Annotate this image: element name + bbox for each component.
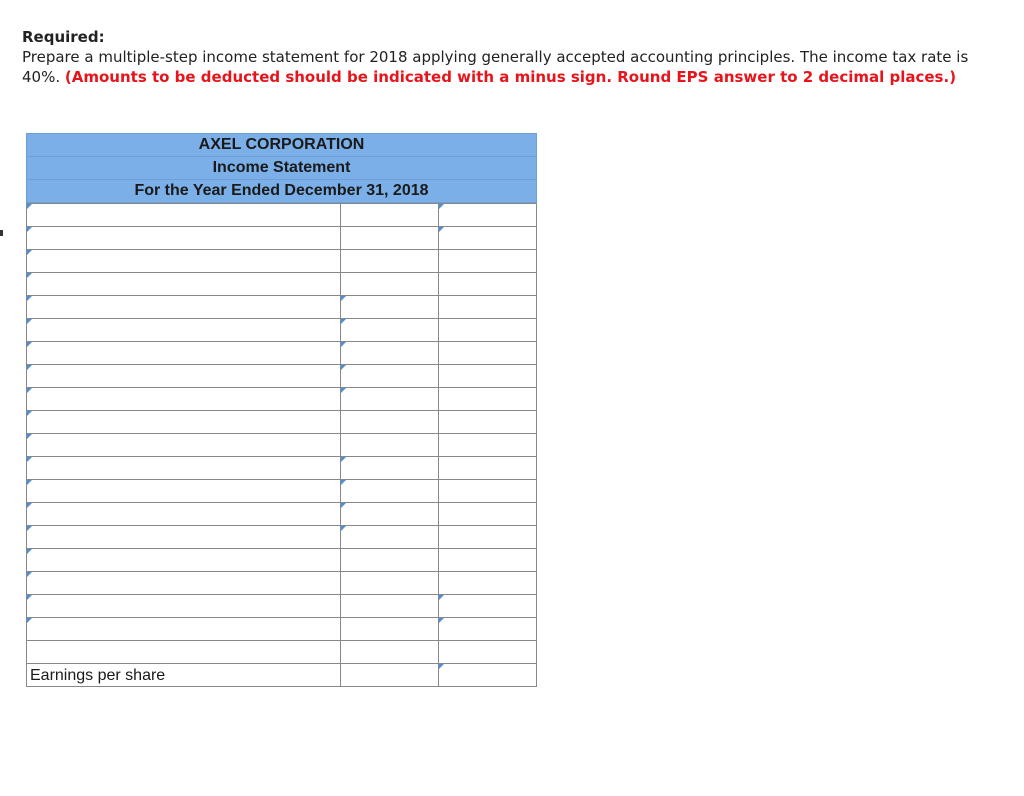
amount-cell [341,595,438,618]
dropdown-indicator-icon [27,572,32,577]
amount-cell [341,204,438,227]
dropdown-indicator-icon [27,388,32,393]
account-select[interactable] [29,206,338,224]
statement-row [27,434,537,457]
label-cell[interactable] [27,388,341,411]
amount-cell [341,411,438,434]
statement-row [27,388,537,411]
statement-row [27,273,537,296]
account-select[interactable] [29,528,338,546]
amount-input[interactable] [441,229,534,247]
label-cell[interactable] [27,526,341,549]
dropdown-indicator-icon [27,342,32,347]
account-select[interactable] [29,275,338,293]
statement-period: For the Year Ended December 31, 2018 [26,179,537,203]
amount-cell[interactable] [341,526,438,549]
dropdown-indicator-icon [27,250,32,255]
statement-row [27,572,537,595]
statement-row [27,411,537,434]
total-cell [438,503,536,526]
statement-row [27,365,537,388]
account-select[interactable] [29,344,338,362]
dropdown-indicator-icon [439,618,444,623]
amount-input[interactable] [343,505,435,523]
label-cell[interactable] [27,503,341,526]
label-cell[interactable] [27,204,341,227]
label-cell[interactable] [27,365,341,388]
dropdown-indicator-icon [27,595,32,600]
eps-label: Earnings per share [30,667,166,684]
dropdown-indicator-icon [439,204,444,209]
company-name: AXEL CORPORATION [26,133,537,156]
amount-cell[interactable] [341,457,438,480]
account-select[interactable] [29,367,338,385]
total-cell [438,411,536,434]
label-cell[interactable] [27,434,341,457]
account-select[interactable] [29,321,338,339]
label-cell[interactable] [27,572,341,595]
total-cell[interactable] [438,664,536,687]
amount-cell[interactable] [341,296,438,319]
total-cell [438,296,536,319]
label-cell [27,664,341,687]
dropdown-indicator-icon [27,273,32,278]
statement-row [27,342,537,365]
statement-row [27,664,537,687]
total-cell [438,250,536,273]
account-select[interactable] [29,482,338,500]
amount-input[interactable] [343,321,435,339]
amount-input[interactable] [343,298,435,316]
dropdown-indicator-icon [341,319,346,324]
edge-mark [0,230,3,236]
dropdown-indicator-icon [341,365,346,370]
statement-row [27,503,537,526]
amount-cell[interactable] [341,480,438,503]
total-cell [438,641,536,664]
amount-cell [341,250,438,273]
label-cell[interactable] [27,227,341,250]
account-select[interactable] [29,229,338,247]
total-cell [438,480,536,503]
dropdown-indicator-icon [341,457,346,462]
label-cell[interactable] [27,618,341,641]
amount-cell [341,227,438,250]
statement-row [27,549,537,572]
label-cell[interactable] [27,273,341,296]
total-cell [438,434,536,457]
statement-title: Income Statement [26,156,537,179]
amount-cell [341,273,438,296]
amount-cell [341,664,438,687]
account-select[interactable] [29,390,338,408]
amount-input[interactable] [343,390,435,408]
amount-input[interactable] [343,459,435,477]
account-select[interactable] [29,551,338,569]
label-cell[interactable] [27,342,341,365]
amount-cell[interactable] [341,388,438,411]
statement-row [27,296,537,319]
account-select[interactable] [29,459,338,477]
account-select[interactable] [29,252,338,270]
amount-input[interactable] [343,482,435,500]
dropdown-indicator-icon [439,664,444,669]
dropdown-indicator-icon [341,388,346,393]
dropdown-indicator-icon [27,457,32,462]
dropdown-indicator-icon [439,595,444,600]
amount-input[interactable] [441,666,534,684]
account-select[interactable] [29,574,338,592]
amount-input[interactable] [343,367,435,385]
total-cell [438,273,536,296]
dropdown-indicator-icon [27,503,32,508]
statement-row [27,457,537,480]
dropdown-indicator-icon [27,227,32,232]
total-cell [438,388,536,411]
dropdown-indicator-icon [341,503,346,508]
dropdown-indicator-icon [341,480,346,485]
required-title: Required: [22,28,105,46]
amount-cell[interactable] [341,319,438,342]
total-cell[interactable] [438,227,536,250]
dropdown-indicator-icon [27,618,32,623]
statement-grid-body [27,204,537,687]
label-cell[interactable] [27,480,341,503]
account-select[interactable] [29,436,338,454]
label-cell[interactable] [27,296,341,319]
total-cell[interactable] [438,204,536,227]
dropdown-indicator-icon [27,365,32,370]
label-cell [27,641,341,664]
label-cell[interactable] [27,549,341,572]
statement-row [27,319,537,342]
required-text: Prepare a multiple-step income statement for 2018 applying generally accepted accounting principles. The income tax rate is 40%. [22,48,969,86]
dropdown-indicator-icon [439,227,444,232]
total-cell [438,549,536,572]
dropdown-indicator-icon [341,296,346,301]
total-cell [438,457,536,480]
required-text-block [22,47,982,87]
statement-row [27,250,537,273]
total-cell [438,526,536,549]
required-instructions [22,27,982,87]
amount-input[interactable] [343,344,435,362]
account-select[interactable] [29,413,338,431]
account-select[interactable] [29,620,338,638]
dropdown-indicator-icon [27,296,32,301]
label-cell[interactable] [27,411,341,434]
total-cell[interactable] [438,595,536,618]
total-cell [438,319,536,342]
dropdown-indicator-icon [27,434,32,439]
statement-row [27,595,537,618]
label-cell[interactable] [27,319,341,342]
dropdown-indicator-icon [27,549,32,554]
total-cell [438,572,536,595]
dropdown-indicator-icon [27,204,32,209]
amount-cell[interactable] [341,365,438,388]
amount-cell[interactable] [341,503,438,526]
dropdown-indicator-icon [27,526,32,531]
statement-row [27,526,537,549]
dropdown-indicator-icon [341,342,346,347]
label-cell[interactable] [27,250,341,273]
amount-input[interactable] [441,620,534,638]
account-select[interactable] [29,298,338,316]
statement-grid [26,203,537,687]
amount-input[interactable] [343,528,435,546]
amount-cell [341,549,438,572]
dropdown-indicator-icon [27,411,32,416]
dropdown-indicator-icon [27,319,32,324]
income-statement [26,133,537,687]
account-select[interactable] [29,505,338,523]
required-note: (Amounts to be deducted should be indicated with a minus sign. Round EPS answer to 2 decimal places.) [64,68,957,86]
statement-row [27,641,537,664]
statement-row [27,618,537,641]
amount-input[interactable] [441,597,534,615]
total-cell [438,342,536,365]
amount-cell [341,641,438,664]
statement-row [27,480,537,503]
amount-input[interactable] [441,206,534,224]
amount-cell [341,434,438,457]
amount-cell [341,618,438,641]
total-cell[interactable] [438,618,536,641]
total-cell [438,365,536,388]
amount-cell[interactable] [341,342,438,365]
label-cell[interactable] [27,595,341,618]
statement-row [27,227,537,250]
statement-row [27,204,537,227]
dropdown-indicator-icon [341,526,346,531]
label-cell[interactable] [27,457,341,480]
dropdown-indicator-icon [27,480,32,485]
amount-cell [341,572,438,595]
account-select[interactable] [29,597,338,615]
